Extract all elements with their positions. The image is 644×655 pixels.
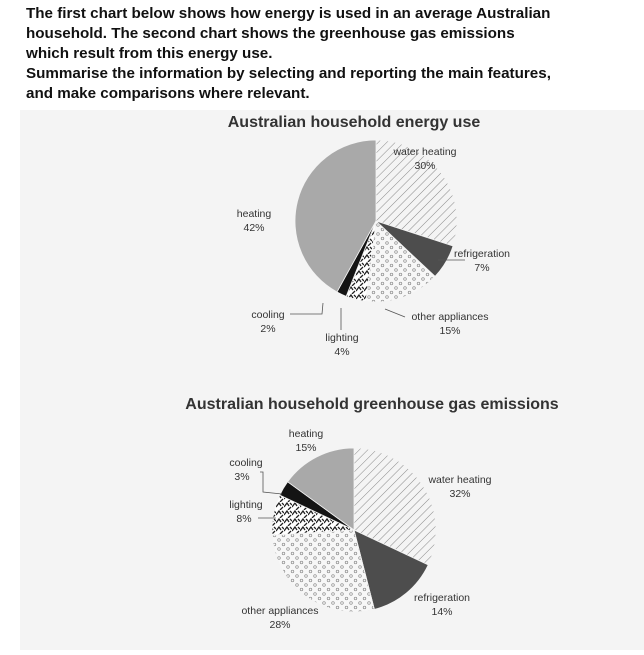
prompt-line-2: household. The second chart shows the greenhouse gas emissions	[26, 25, 515, 42]
chart2-label-water-heating: water heating	[428, 474, 492, 486]
chart2-label-heating: heating	[288, 428, 324, 440]
chart1-value-water-heating: 30%	[414, 160, 436, 172]
chart2-value-other-appliances: 28%	[269, 619, 291, 631]
prompt-line-5: and make comparisons where relevant.	[26, 85, 310, 102]
chart1-title: Australian household energy use	[227, 114, 481, 131]
chart1-label-refrigeration: refrigeration	[453, 248, 511, 260]
chart2-value-cooling: 3%	[234, 471, 250, 483]
chart2-label-refrigeration: refrigeration	[413, 592, 471, 604]
task-prompt	[26, 4, 626, 104]
chart1-leader-other-appliances	[385, 309, 405, 317]
chart2-label-cooling: cooling	[229, 457, 263, 469]
chart2-value-refrigeration: 14%	[431, 606, 453, 618]
chart-area	[20, 110, 644, 650]
prompt-line-4: Summarise the information by selecting and reporting the main features,	[26, 65, 551, 82]
chart1-label-heating: heating	[236, 208, 272, 220]
pie-charts	[20, 110, 644, 650]
chart2-value-heating: 15%	[295, 442, 317, 454]
chart2-value-water-heating: 32%	[449, 488, 471, 500]
chart1-label-lighting: lighting	[325, 332, 359, 344]
chart1-leader-cooling	[290, 303, 323, 314]
chart1-value-refrigeration: 7%	[474, 262, 490, 274]
prompt-line-1: The first chart below shows how energy is used in an average Australian	[26, 5, 551, 22]
prompt-line-3: which result from this energy use.	[26, 45, 273, 62]
chart1-value-lighting: 4%	[334, 346, 350, 358]
emissions-pie	[272, 448, 436, 612]
chart1-value-heating: 42%	[243, 222, 265, 234]
chart1-value-cooling: 2%	[260, 323, 276, 335]
chart2-title: Australian household greenhouse gas emissions	[185, 396, 559, 413]
chart2-label-other-appliances: other appliances	[241, 605, 319, 617]
chart1-label-other-appliances: other appliances	[411, 311, 489, 323]
chart1-value-other-appliances: 15%	[439, 325, 461, 337]
chart1-label-cooling: cooling	[251, 309, 285, 321]
chart1-label-water-heating: water heating	[393, 146, 457, 158]
chart2-value-lighting: 8%	[236, 513, 252, 525]
chart2-label-lighting: lighting	[229, 499, 263, 511]
chart2-leader-cooling	[260, 472, 282, 494]
